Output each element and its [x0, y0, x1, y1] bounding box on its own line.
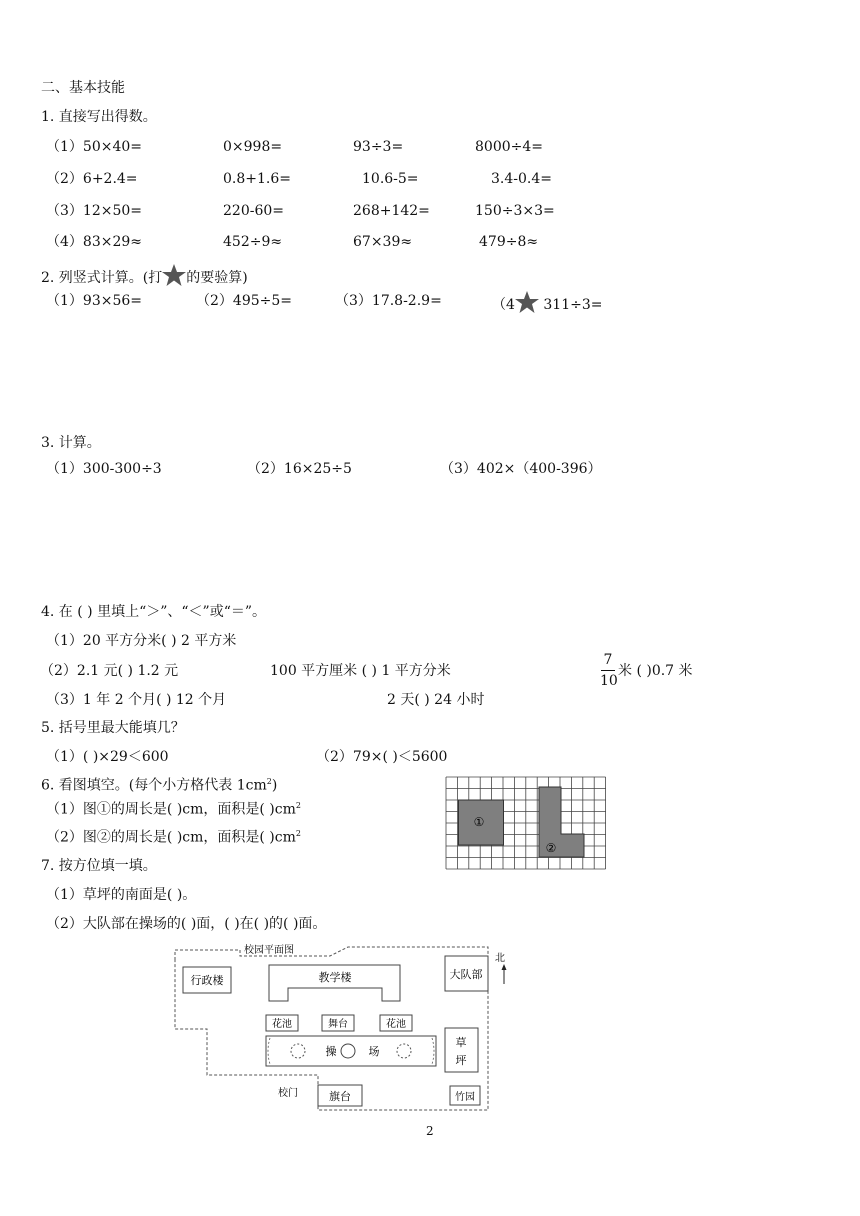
q1-r1c4: 8000÷4=: [475, 139, 543, 155]
flower-bed-1-label: 花池: [272, 1019, 292, 1030]
map-title: 校园平面图: [244, 945, 294, 956]
q4-row3b: 2 天( ) 24 小时: [387, 692, 485, 708]
q4-fraction: [600, 652, 618, 689]
q5-item1: （1）( )×29＜600: [46, 749, 169, 765]
q5-title: 5. 括号里最大能填几？: [41, 720, 185, 736]
q2-title: [41, 264, 248, 286]
q2-item4: [492, 291, 602, 313]
q6-item1-sup: 2: [295, 801, 301, 810]
q6-title-text: 6. 看图填空。(每个小方格代表 1cm: [41, 777, 267, 794]
figure-2-label: ②: [545, 841, 557, 855]
q4-row1: （1）20 平方分米( ) 2 平方米: [46, 633, 237, 649]
q2-item4-expr: 311÷3=: [543, 297, 603, 313]
q2-item4-prefix: （4: [492, 297, 515, 313]
campus-map: [170, 938, 520, 1116]
q1-title: 1. 直接写出得数。: [41, 109, 157, 125]
q6-item2: [46, 830, 301, 845]
figure-1-label: ①: [473, 815, 485, 829]
admin-building-label: 行政楼: [190, 974, 224, 987]
q1-r1c2: 0×998=: [223, 139, 283, 155]
q7-item1: （1）草坪的南面是( )。: [46, 887, 197, 903]
fraction-denominator: 10: [600, 673, 618, 689]
q1-r4c3: 67×39≈: [353, 234, 413, 250]
q4-row2c: 米 ( )0.7 米: [618, 663, 693, 679]
q5-item2: （2）79×( )＜5600: [316, 749, 448, 765]
q1-r1c1: （1）50×40=: [46, 139, 142, 155]
q6-item2-sup: 2: [295, 829, 301, 838]
flower-bed-2-label: 花池: [386, 1019, 406, 1030]
stage-label: 舞台: [328, 1019, 348, 1030]
bamboo-garden-label: 竹园: [455, 1092, 475, 1103]
q2-item2: （2）495÷5=: [196, 293, 292, 309]
q2-item1: （1）93×56=: [46, 293, 142, 309]
q4-row3a: （3）1 年 2 个月( ) 12 个月: [46, 692, 227, 708]
q1-r3c2: 220-60=: [223, 203, 284, 219]
q3-title: 3. 计算。: [41, 435, 101, 451]
q1-r2c4: 3.4-0.4=: [491, 171, 552, 187]
q2-title-post: 的要验算): [186, 270, 248, 286]
q4-title: 4. 在 ( ) 里填上“＞”、“＜”或“＝”。: [41, 604, 267, 620]
q1-r4c2: 452÷9≈: [223, 234, 283, 250]
q6-title-sup: 2: [266, 777, 272, 786]
q1-r2c1: （2）6+2.4=: [46, 171, 138, 187]
north-label: 北: [495, 953, 505, 964]
playground-label-1: 操: [325, 1045, 337, 1058]
q4-row2b: 100 平方厘米 ( ) 1 平方分米: [270, 663, 451, 679]
q6-item1-text: （1）图①的周长是( )cm，面积是( )cm: [46, 801, 296, 818]
star-icon: [515, 291, 539, 313]
q1-r2c3: 10.6-5=: [362, 171, 419, 187]
q1-r4c4: 479÷8≈: [479, 234, 539, 250]
q1-r3c3: 268+142=: [353, 203, 430, 219]
lawn-label-2: 坪: [455, 1054, 467, 1067]
q3-item1: （1）300-300÷3: [46, 461, 162, 477]
q6-item1: [46, 802, 301, 817]
q3-item3: （3）402×（400-396）: [440, 461, 602, 477]
q1-r1c3: 93÷3=: [353, 139, 404, 155]
q3-item2: （2）16×25÷5: [247, 461, 352, 477]
lawn-label-1: 草: [455, 1036, 467, 1049]
q6-title-end: ): [271, 777, 278, 794]
q7-title: 7. 按方位填一填。: [41, 858, 157, 874]
q6-item2-text: （2）图②的周长是( )cm，面积是( )cm: [46, 829, 296, 846]
q2-item3: （3）17.8-2.9=: [335, 293, 442, 309]
section-title: 二、基本技能: [41, 80, 125, 96]
grid-figure: [445, 776, 611, 870]
q4-row2a: （2）2.1 元( ) 1.2 元: [40, 663, 179, 679]
q1-r4c1: （4）83×29≈: [46, 234, 142, 250]
q1-r3c4: 150÷3×3=: [475, 203, 555, 219]
q1-r2c2: 0.8+1.6=: [223, 171, 291, 187]
gate-label: 校门: [278, 1088, 298, 1099]
q6-title: [41, 778, 277, 793]
brigade-building-label: 大队部: [449, 968, 483, 981]
north-arrow-icon: [502, 964, 507, 984]
playground-label-2: 场: [368, 1045, 380, 1058]
q7-item2: （2）大队部在操场的( )面，( )在( )的( )面。: [46, 916, 327, 932]
star-icon: [162, 264, 186, 286]
page-number: 2: [426, 1124, 434, 1138]
fraction-numerator: 7: [603, 652, 613, 668]
flag-platform-label: 旗台: [329, 1090, 351, 1103]
q2-title-pre: 2. 列竖式计算。(打: [41, 270, 163, 286]
q1-r3c1: （3）12×50=: [46, 203, 142, 219]
teaching-building-label: 教学楼: [318, 971, 352, 984]
